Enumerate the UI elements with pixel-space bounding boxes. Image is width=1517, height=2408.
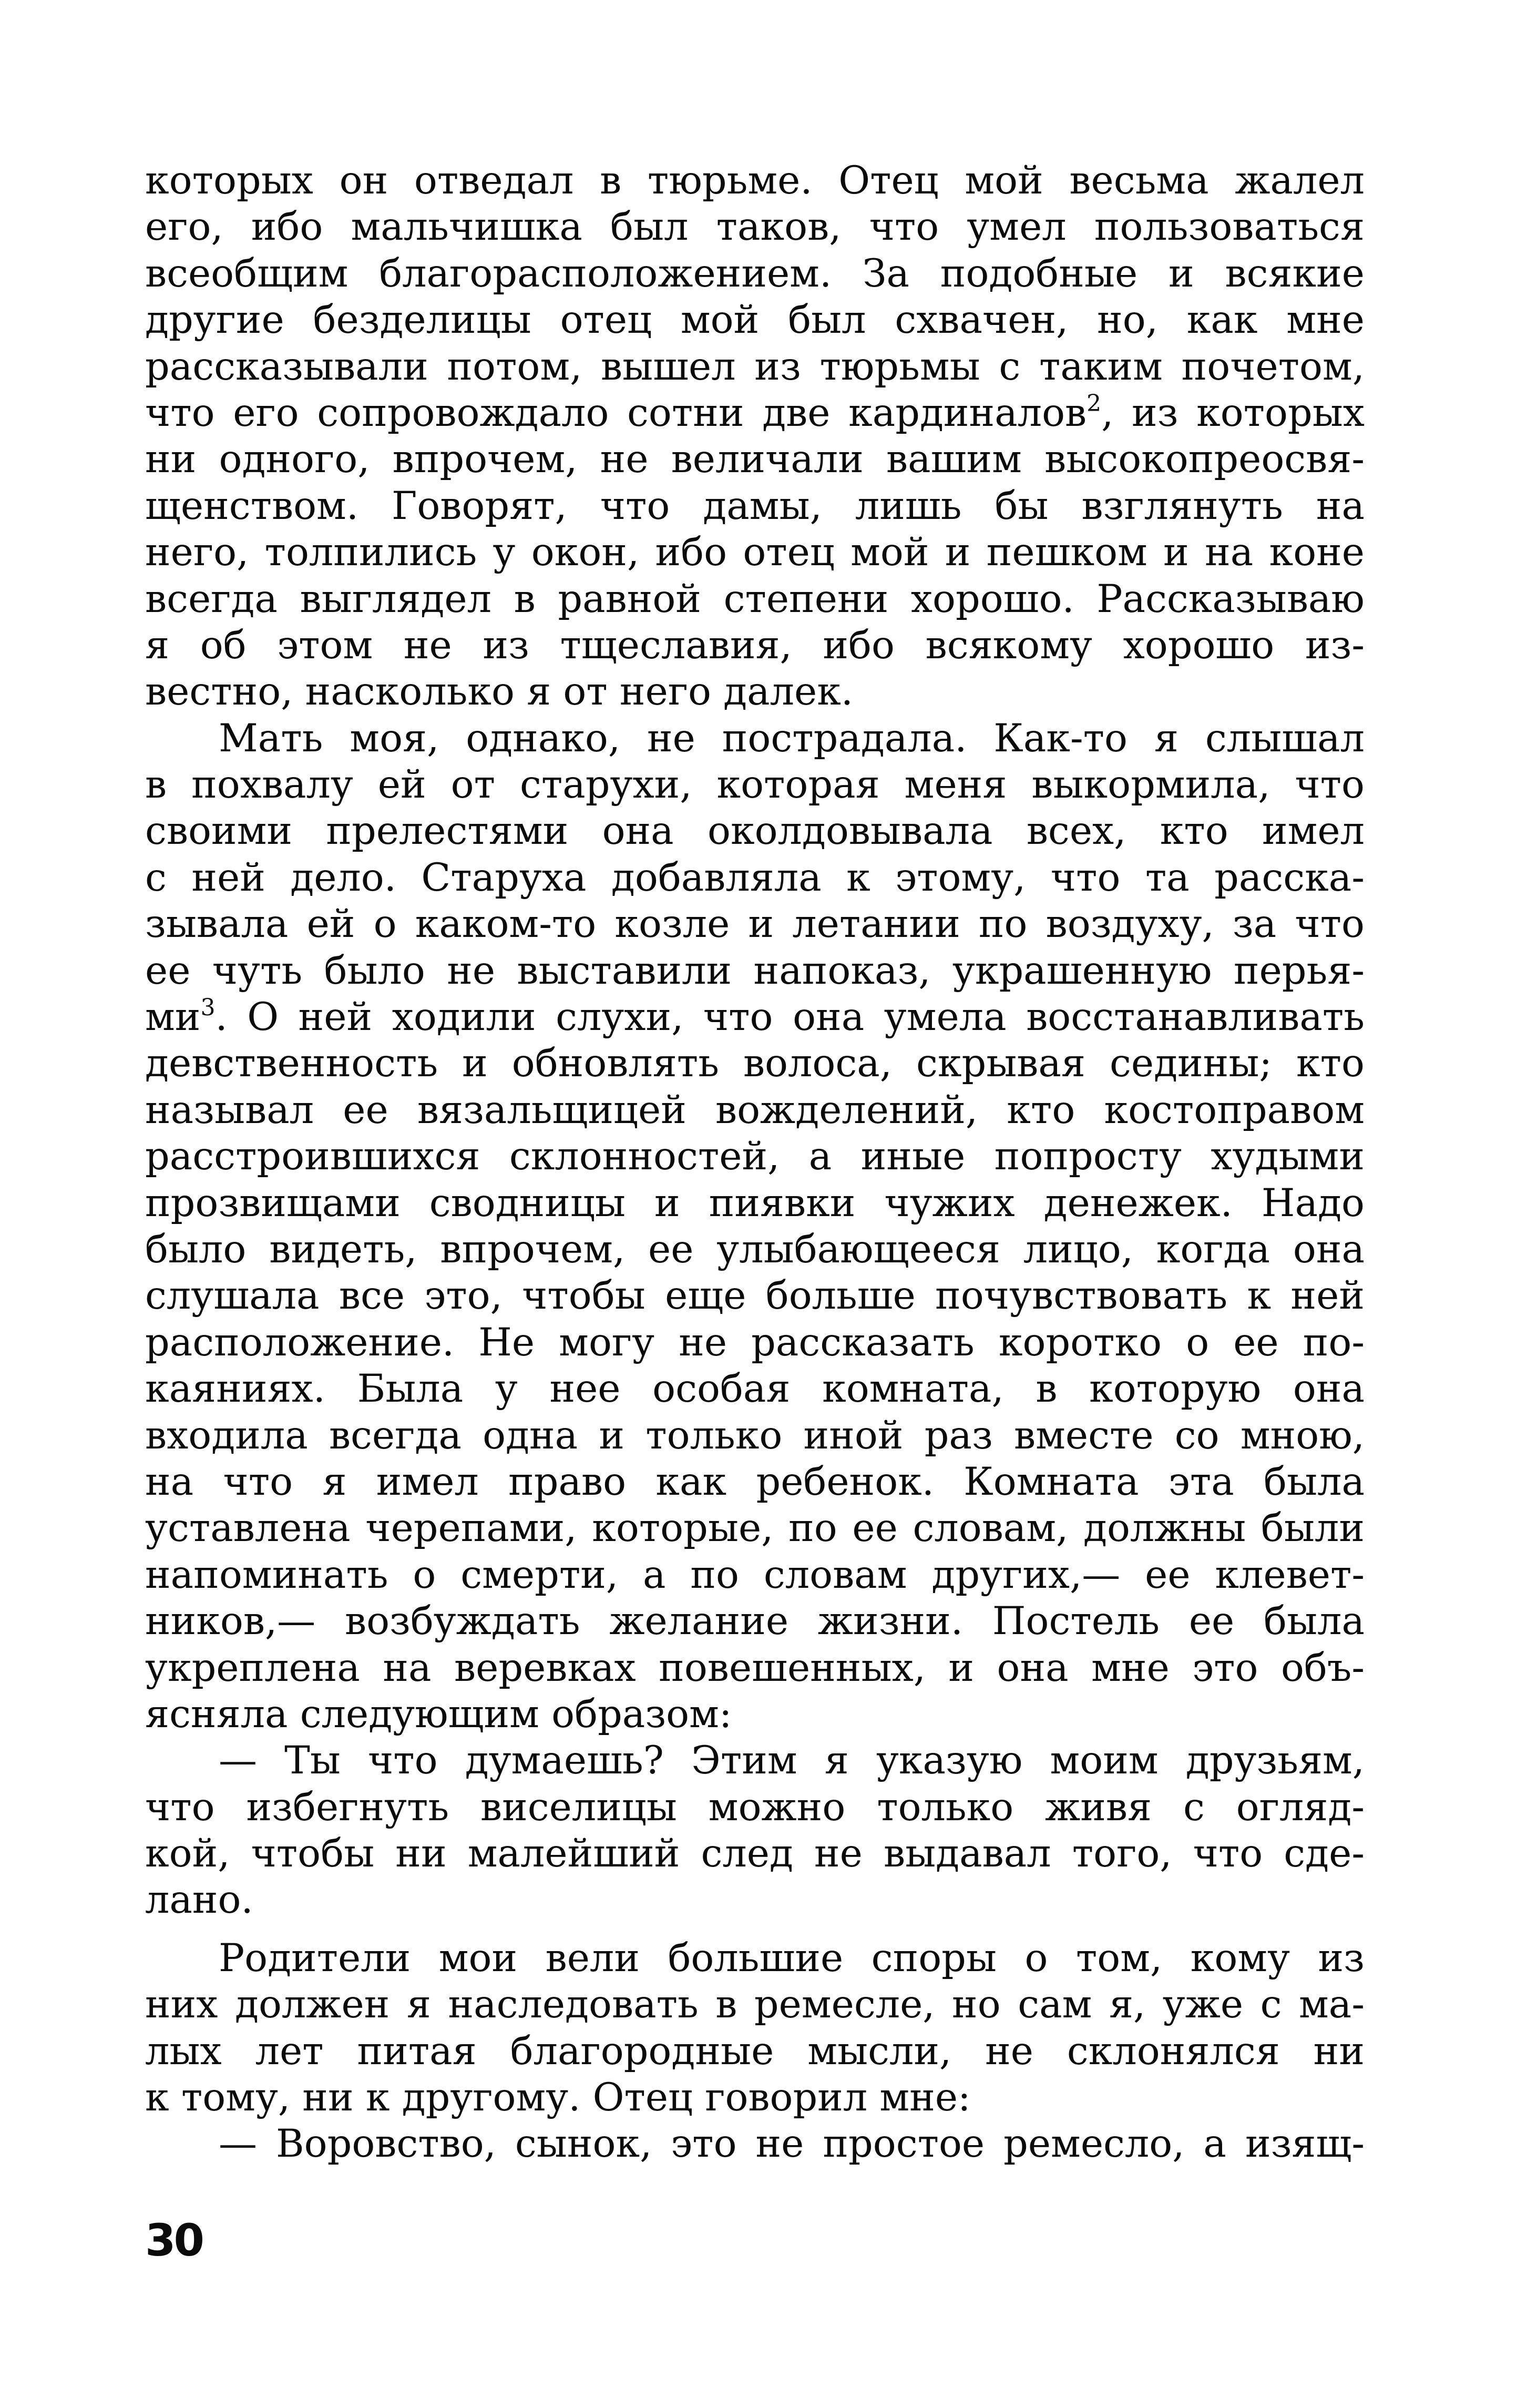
- text-line: них должен я наследовать в ремесле, но сам я, уже с ма-: [145, 1982, 1365, 2027]
- footnote-mark: 2: [1086, 390, 1102, 417]
- text-line: лых лет питая благородные мысли, не склонялся ни: [145, 2028, 1365, 2074]
- text-line: ни одного, впрочем, не величали вашим высокопреосвя-: [145, 437, 1365, 482]
- text-line: ясняла следующим образом:: [145, 1691, 732, 1737]
- dialogue-line: — Ты что думаешь? Этим я указую моим друзьям,: [219, 1738, 1365, 1783]
- text-line: к тому, ни к другому. Отец говорил мне:: [145, 2075, 971, 2120]
- text-line: щенством. Говорят, что дамы, лишь бы взглянуть на: [145, 483, 1365, 528]
- text-line: я об этом не из тщеславия, ибо всякому хорошо из-: [145, 623, 1365, 668]
- text-line: его, ибо мальчишка был таков, что умел пользоваться: [145, 205, 1365, 250]
- text-line: ников,— возбуждать желание жизни. Постель ее была: [145, 1599, 1365, 1644]
- text-line: с ней дело. Старуха добавляла к этому, что та расска-: [145, 855, 1365, 900]
- text-line: которых он отведал в тюрьме. Отец мой весьма жалел: [145, 158, 1365, 203]
- text-line: другие безделицы отец мой был схвачен, но, как мне: [145, 298, 1365, 343]
- text-line: называл ее вязальщицей вожделений, кто костоправом: [145, 1087, 1365, 1132]
- text-line: расстроившихся склонностей, а иные попросту худыми: [145, 1134, 1365, 1179]
- text-line: рассказывали потом, вышел из тюрьмы с таким почетом,: [145, 344, 1365, 389]
- text-line: девственность и обновлять волоса, скрывая седины; кто: [145, 1041, 1365, 1086]
- text-line-with-footnote: [145, 994, 1365, 1040]
- text-line: что избегнуть виселицы можно только живя с огляд-: [145, 1784, 1365, 1830]
- text-line: укреплена на веревках повешенных, и она мне это объ-: [145, 1645, 1365, 1690]
- text-line: на что я имел право как ребенок. Комната эта была: [145, 1459, 1365, 1504]
- text-line: Мать моя, однако, не пострадала. Как-то я слышал: [219, 716, 1365, 761]
- text-line: лано.: [145, 1878, 253, 1923]
- text-line: уставлена черепами, которые, по ее словам, должны были: [145, 1506, 1365, 1551]
- dialogue-line: — Воровство, сынок, это не простое ремесло, а изящ-: [219, 2121, 1365, 2167]
- page-number: 30: [145, 2215, 202, 2266]
- text-line: всегда выглядел в равной степени хорошо. Рассказываю: [145, 576, 1365, 621]
- text-line: зывала ей о каком-то козле и летании по воздуху, за что: [145, 902, 1365, 947]
- text-line: в похвалу ей от старухи, которая меня выкормила, что: [145, 762, 1365, 808]
- text-line: ее чуть было не выставили напоказ, украшенную перья-: [145, 948, 1365, 993]
- text-line: напоминать о смерти, а по словам других,— ее клевет-: [145, 1552, 1365, 1597]
- text-fragment: , из которых: [1101, 390, 1365, 435]
- text-line: прозвищами сводницы и пиявки чужих денежек. Надо: [145, 1180, 1365, 1226]
- body-text: [145, 158, 1365, 2168]
- text-line: своими прелестями она околдовывала всех, кто имел: [145, 809, 1365, 854]
- text-line: вестно, насколько я от него далек.: [145, 669, 854, 715]
- footnote-mark: 3: [200, 994, 216, 1022]
- text-fragment: что его сопровождало сотни две кардиналов: [145, 390, 1087, 435]
- text-fragment: ми: [145, 995, 201, 1040]
- text-line: входила всегда одна и только иной раз вместе со мною,: [145, 1413, 1365, 1458]
- text-line: каяниях. Была у нее особая комната, в которую она: [145, 1366, 1365, 1412]
- text-line: было видеть, впрочем, ее улыбающееся лицо, когда она: [145, 1227, 1365, 1272]
- text-line: Родители мои вели большие споры о том, кому из: [219, 1935, 1365, 1981]
- text-line-with-footnote: [145, 390, 1365, 436]
- text-line: расположение. Не могу не рассказать коротко о ее по-: [145, 1320, 1365, 1365]
- text-line: кой, чтобы ни малейший след не выдавал того, что сде-: [145, 1831, 1365, 1876]
- text-line: него, толпились у окон, ибо отец мой и пешком и на коне: [145, 530, 1365, 575]
- text-line: всеобщим благорасположением. За подобные и всякие: [145, 251, 1365, 296]
- text-line: слушала все это, чтобы еще больше почувствовать к ней: [145, 1273, 1365, 1319]
- text-fragment: . О ней ходили слухи, что она умела восстанавливать: [215, 995, 1365, 1040]
